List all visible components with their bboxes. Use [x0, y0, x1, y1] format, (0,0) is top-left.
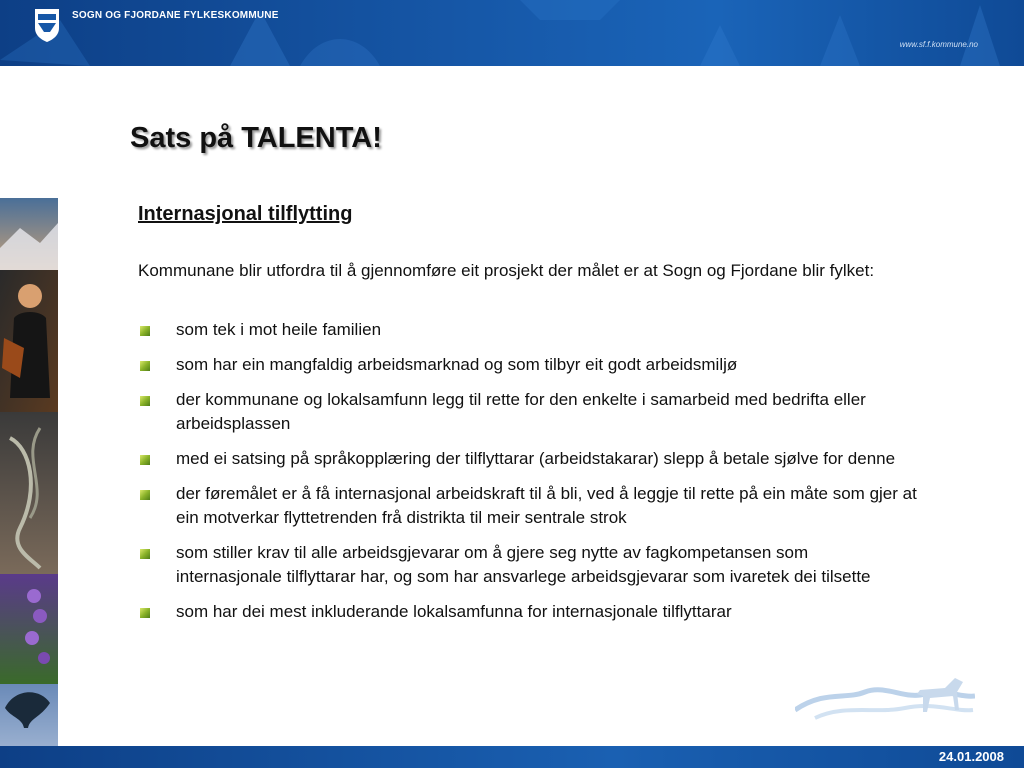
bullet-square-icon — [140, 608, 150, 618]
slide-subtitle: Internasjonal tilflytting — [138, 203, 353, 225]
bullet-square-icon — [140, 326, 150, 336]
bullet-text: som har dei mest inkluderande lokalsamfunna for internasjonale tilflyttarar — [176, 602, 732, 621]
bullet-square-icon — [140, 361, 150, 371]
list-item — [138, 447, 918, 471]
slide-title: Sats på TALENTA! — [130, 122, 382, 154]
photo-collage — [0, 198, 58, 748]
bullet-text: der føremålet er å få internasjonal arbeidskraft til å bli, ved å leggje til rette på ein måte som gjer at ein motverkar flyttetrenden frå distrikta til meir sentrale strok — [176, 484, 917, 527]
list-item — [138, 541, 918, 589]
list-item — [138, 482, 918, 530]
bullet-text: som tek i mot heile familien — [176, 320, 382, 339]
horse-landscape-watermark — [795, 670, 975, 730]
bullet-text: med ei satsing på språkopplæring der tilflyttarar (arbeidstakarar) slepp å betale sjølve for denne — [176, 449, 896, 468]
header-banner — [0, 0, 1024, 66]
bullet-list — [138, 318, 918, 635]
organization-name: SOGN OG FJORDANE FYLKESKOMMUNE — [72, 10, 279, 21]
list-item — [138, 318, 918, 342]
county-logo — [34, 8, 60, 42]
footer-bar — [0, 746, 1024, 768]
list-item — [138, 353, 918, 377]
list-item — [138, 600, 918, 624]
photo-strip — [0, 198, 58, 748]
footer-date: 24.01.2008 — [938, 749, 1004, 764]
intro-paragraph: Kommunane blir utfordra til å gjennomføre eit prosjekt der målet er at Sogn og Fjordane blir fylket: — [138, 261, 875, 280]
list-item — [138, 388, 918, 436]
bullet-text: som har ein mangfaldig arbeidsmarknad og som tilbyr eit godt arbeidsmiljø — [176, 355, 738, 374]
bullet-text: der kommunane og lokalsamfunn legg til rette for den enkelte i samarbeid med bedrifta eller arbeidsplassen — [176, 390, 866, 433]
bullet-text: som stiller krav til alle arbeidsgjevarar om å gjere seg nytte av fagkompetansen som internasjonale tilflyttarar har, og som har ansvarlege arbeidsgjevarar som ivaretek dei tilsette — [176, 543, 871, 586]
bullet-square-icon — [140, 549, 150, 559]
website-url: www.sf.f.kommune.no — [899, 40, 978, 49]
bullet-square-icon — [140, 396, 150, 406]
bullet-square-icon — [140, 455, 150, 465]
bullet-square-icon — [140, 490, 150, 500]
